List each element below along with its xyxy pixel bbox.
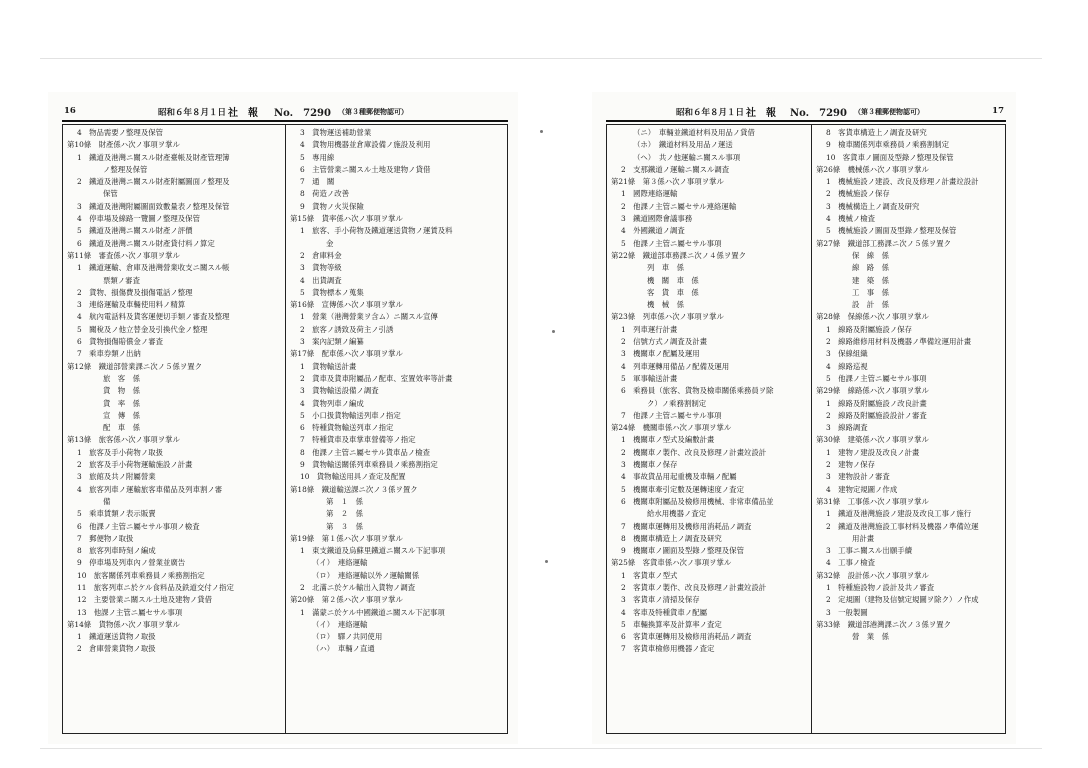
text-line: 3 旅館及共ノ附屬營業 — [77, 472, 156, 482]
text-line: 1 客貨車ノ型式 — [621, 570, 678, 580]
text-line: 4 停車場及線路一覽圖ノ整理及保管 — [77, 214, 200, 224]
text-line: 2 鐵道及港灣施設工事材料及機器ノ準備竝運 — [826, 521, 979, 531]
text-line: 1 鐵道及港灣ニ關スル財產臺帳及財產管理簿 — [77, 152, 230, 162]
text-line: 4 航內電話料及貨客運便切手類ノ審査及整理 — [77, 312, 230, 322]
text-line: 1 滿蒙ニ於ケル中國鐵道ニ關スル下記事項 — [300, 607, 445, 617]
text-line: 線 路 係 — [852, 263, 889, 273]
text-line: 3 工事ニ關スル出願手續 — [826, 546, 913, 556]
text-line: 第16條 宣傳係ハ次ノ事項ヲ掌ル — [290, 300, 403, 310]
text-line: 10 貨物輸送用具ノ查定及配置 — [300, 472, 406, 482]
text-line: （ヘ） 共ノ他運輸ニ關スル事項 — [633, 152, 741, 162]
text-line: 1 旅客及手小荷物ノ取扱 — [77, 447, 164, 457]
text-line: （ハ） 車輛ノ直通 — [312, 644, 375, 654]
text-line: 用計畫 — [852, 533, 875, 543]
text-line: 第23條 列車係ハ次ノ事項ヲ掌ル — [611, 312, 724, 322]
text-line: 客 貨 車 係 — [647, 287, 699, 297]
text-line: 2 機關車ノ製作、改良及修理ノ計畫竝設計 — [621, 447, 767, 457]
text-line: 5 乘車賃類ノ表示販賣 — [77, 509, 156, 519]
text-line: 1 東支鐵道及烏蘇里鐵道ニ關スル下記事項 — [300, 546, 446, 556]
text-line: 7 郵便物ノ取扱 — [77, 533, 134, 543]
text-line: 建 築 係 — [852, 275, 889, 285]
text-line: （ロ） 連絡運輸以外ノ運輸關係 — [312, 570, 420, 580]
text-line: 3 建物設計ノ審査 — [826, 472, 890, 482]
page-number: 17 — [992, 106, 1004, 116]
text-line: 第24條 機關車係ハ次ノ事項ヲ掌ル — [611, 423, 732, 433]
text-line: 設 計 係 — [852, 300, 889, 310]
text-line: 9 檢車關係列車乘務員ノ乘務割制定 — [826, 140, 949, 150]
text-line: 工 事 係 — [852, 287, 889, 297]
text-line: 第14條 貨物係ハ次ノ事項ヲ掌ル — [67, 619, 180, 629]
text-line: 9 貨物ノ火災保險 — [300, 201, 364, 211]
text-line: 給水用機器ノ査定 — [647, 509, 707, 519]
scan-bottom-edge — [40, 748, 1042, 749]
text-line: 4 貨物用機器並倉庫設備ノ施設及利用 — [300, 140, 431, 150]
text-line: 2 鐵道及港灣ニ關スル財產附屬圖面ノ整理及 — [77, 177, 230, 187]
text-line: 1 國際連絡運輸 — [621, 189, 678, 199]
text-line: 6 貨物損傷賠償金ノ審査 — [77, 337, 164, 347]
text-line: 12 主要營業ニ關スル土地及建物ノ貸借 — [77, 595, 213, 605]
text-line: 3 保線組織 — [826, 349, 868, 359]
text-line: 7 特種貨車及車掌車營備等ノ指定 — [300, 435, 416, 445]
text-line: 7 機關車運轉用及機修用消耗品ノ調査 — [621, 521, 752, 531]
text-line: 貨 率 係 — [103, 398, 140, 408]
text-line: 2 他課ノ主管ニ屬セサル連絡運輸 — [621, 201, 737, 211]
text-line: （イ） 連絡運輸 — [312, 558, 368, 568]
left-page — [48, 92, 518, 744]
text-line: 第25條 客貨車係ハ次ノ事項ヲ掌ル — [611, 558, 732, 568]
text-line: 3 機械構造上ノ調査及研究 — [826, 201, 920, 211]
text-line: 2 旅客ノ誘致及荷主ノ引誘 — [300, 324, 394, 334]
left-page-header — [62, 104, 508, 122]
text-line: 9 貨物輸送關係列車乘務員ノ乘務割指定 — [300, 460, 438, 470]
text-line: 5 專用線 — [300, 152, 335, 162]
text-line: 第18條 鐵道輸送課ニ次ノ３係ヲ置ク — [290, 484, 418, 494]
text-line: （ホ） 鐵道材料及用品ノ運送 — [633, 140, 733, 150]
text-line: 7 通 關 — [300, 177, 335, 187]
text-line: 3 一般製圖 — [826, 607, 868, 617]
text-line: 4 物品需要ノ整理及保管 — [77, 128, 164, 137]
text-line: 3 貨物等級 — [300, 263, 342, 273]
header-date: 昭和６年８月１日 — [158, 108, 227, 118]
text-line: 1 鐵道運輸、倉庫及港灣營業收支ニ關スル帳 — [77, 263, 230, 273]
text-line: 旅 客 係 — [103, 373, 140, 383]
text-line: 宣 傳 係 — [103, 410, 140, 420]
text-line: 8 旅客列車時刻ノ編成 — [77, 546, 156, 556]
text-line: 5 軍事輸送計畫 — [621, 373, 678, 383]
text-line: 9 停車場及列車內ノ營業並廣告 — [77, 558, 186, 568]
text-line: 第31條 工事係ハ次ノ事項ヲ掌ル — [816, 496, 929, 506]
text-line: 第32條 設計係ハ次ノ事項ヲ掌ル — [816, 570, 929, 580]
text-line: 4 列車運轉用備品ノ配備及運用 — [621, 361, 730, 371]
text-line: 2 倉庫料金 — [300, 250, 342, 260]
left-page-body — [62, 124, 508, 734]
text-line: 貨 物 係 — [103, 386, 140, 396]
header-number: No. 7290 — [790, 108, 847, 119]
header-date: 昭和６年８月１日 — [676, 108, 745, 118]
text-line: 1 旅客、手小荷物及鐵道運送貨物ノ運賃及料 — [300, 226, 453, 236]
text-line: 第 １ 係 — [326, 496, 363, 506]
text-line: 第19條 第１係ハ次ノ事項ヲ掌ル — [290, 533, 403, 543]
text-line: 第28條 保線係ハ次ノ事項ヲ掌ル — [816, 312, 929, 322]
text-line: 11 旅客列車ニ於ケル食料品及鉄道交付ノ指定 — [77, 582, 234, 592]
text-line: ク）ノ乘務割制定 — [647, 398, 707, 408]
text-line: 6 他課ノ主管ニ屬セサル事項ノ檢査 — [77, 521, 200, 531]
text-line: 1 建物ノ建設及改良ノ計畫 — [826, 447, 920, 457]
text-line: 第13條 旅客係ハ次ノ事項ヲ掌ル — [67, 435, 180, 445]
text-line: 3 貨物運送補助營業 — [300, 128, 372, 137]
text-line: 營 業 係 — [852, 632, 889, 642]
text-line: 保管 — [103, 189, 118, 199]
text-line: 1 特種施設物ノ設計及共ノ審査 — [826, 582, 935, 592]
text-line: 配 車 係 — [103, 423, 140, 433]
text-line: ノ整理及保管 — [103, 164, 148, 174]
text-line: 5 小口扱貨物輸送列車ノ指定 — [300, 410, 401, 420]
text-line: 8 客貨車構造上ノ調査及研究 — [826, 128, 927, 137]
text-line: 7 他課ノ主管ニ屬セサル事項 — [621, 410, 722, 420]
text-line: 2 信號方式ノ調査及計畫 — [621, 337, 708, 347]
text-line: 6 乘務員（旅客、貨物及檢車關係乘務員ヲ除 — [621, 386, 774, 396]
text-line: 6 特種貨物輸送列車ノ指定 — [300, 423, 394, 433]
text-line: 1 機械施設ノ建設、改良及修理ノ計畫竝設計 — [826, 177, 979, 187]
text-line: （ロ） 驛ノ共同使用 — [312, 632, 383, 642]
text-line: 2 旅客及手小荷物運輸施設ノ計畫 — [77, 460, 193, 470]
text-line: 第20條 第２係ハ次ノ事項ヲ掌ル — [290, 595, 403, 605]
text-line: 6 客貨車運轉用及檢修用消耗品ノ調査 — [621, 632, 752, 642]
text-line: 2 定規圖（建物及信號定規圖ヲ除ク）ノ作成 — [826, 595, 979, 605]
text-line: 2 貨物、損傷費及損傷電話ノ整理 — [77, 287, 193, 297]
text-line: 2 貨車及貨車附屬品ノ配車、室置效率等計畫 — [300, 373, 453, 383]
text-line: 4 工事ノ檢査 — [826, 558, 876, 568]
text-line: 票類ノ審査 — [103, 275, 140, 285]
text-line: 1 機關車ノ型式及編數計畫 — [621, 435, 715, 445]
text-line: 2 機械施設ノ保存 — [826, 189, 890, 199]
text-line: 第26條 機械係ハ次ノ事項ヲ掌ル — [816, 164, 929, 174]
text-line: 5 他課ノ主管ニ屬セサル事項 — [621, 238, 722, 248]
text-line: （イ） 連絡運輸 — [312, 619, 368, 629]
text-line: 8 他課ノ主管ニ屬セサル貨車品ノ檢查 — [300, 447, 430, 457]
text-line: 2 線路維修用材料及機器ノ準備竝運用計畫 — [826, 337, 972, 347]
page-number: 16 — [64, 106, 76, 116]
text-line: 8 荷造ノ改善 — [300, 189, 350, 199]
text-line: 5 他課ノ主管ニ屬セサル事項 — [826, 373, 927, 383]
text-line: 3 線路調査 — [826, 423, 868, 433]
header-number: No. 7290 — [274, 108, 331, 119]
text-line: 5 鐵道及港灣ニ關スル財產ノ評價 — [77, 226, 193, 236]
text-line: 第15條 貨率係ハ次ノ事項ヲ掌ル — [290, 214, 403, 224]
scan-top-edge — [40, 58, 1042, 59]
text-line: 機 械 係 — [647, 300, 684, 310]
text-line: 3 機關車ノ配屬及運用 — [621, 349, 700, 359]
text-line: 保 線 係 — [852, 250, 889, 260]
text-line: 2 北滿ニ於ケル輸出入貨物ノ調査 — [300, 582, 416, 592]
text-line: 8 機關車構造上ノ調査及研究 — [621, 533, 722, 543]
text-line: 第29條 線路係ハ次ノ事項ヲ掌ル — [816, 386, 929, 396]
text-line: （ニ） 車輛並鐵道材料及用品ノ貸借 — [633, 128, 755, 137]
text-line: 第12條 鐵道部營業課ニ次ノ５係ヲ置ク — [67, 361, 203, 371]
text-line: 6 鐵道及港灣ニ關スル財產貸付料ノ算定 — [77, 238, 215, 248]
text-line: 9 機關車ノ圖面及型錄ノ整理及保管 — [621, 546, 744, 556]
scan-dot — [540, 130, 543, 133]
text-line: 第10條 財產係ハ次ノ事項ヲ掌ル — [67, 140, 180, 150]
text-line: 4 旅客列車ノ運輸旅客車備品及列車割ノ審 — [77, 484, 223, 494]
text-line: 1 線路及附屬施設ノ保存 — [826, 324, 913, 334]
text-line: 3 貨物輸送設備ノ調査 — [300, 386, 379, 396]
text-line: 1 列車運行計畫 — [621, 324, 678, 334]
text-line: 3 案內記類ノ編纂 — [300, 337, 364, 347]
header-note: （第３種郵便物認可） — [854, 107, 924, 116]
text-line: 第11條 審査係ハ次ノ事項ヲ掌ル — [67, 250, 180, 260]
text-line: 5 機械施設ノ圖面及型錄ノ整理及保管 — [826, 226, 957, 236]
text-line: 第30條 建築係ハ次ノ事項ヲ掌ル — [816, 435, 929, 445]
text-line: 備 — [103, 496, 111, 506]
text-line: 3 客貨車ノ清掃及保存 — [621, 595, 700, 605]
text-line: 5 關稅及ノ他立替金及引換代金ノ整理 — [77, 324, 208, 334]
text-line: 3 連絡運輸及車輛使用料ノ精算 — [77, 300, 186, 310]
text-line: 4 建物定規圖ノ作成 — [826, 484, 898, 494]
text-line: 3 機關車ノ保存 — [621, 460, 678, 470]
text-line: 第21條 第３係ハ次ノ事項ヲ掌ル — [611, 177, 724, 187]
text-line: 第 ２ 係 — [326, 509, 363, 519]
text-line: 6 主管營業ニ關スル土地及建物ノ貸借 — [300, 164, 431, 174]
text-line: 4 貨物列車ノ編成 — [300, 398, 364, 408]
text-line: 機 關 車 係 — [647, 275, 699, 285]
text-line: 5 貨物標本ノ蒐集 — [300, 287, 364, 297]
text-line: 5 機關車牽引定數及運轉速度ノ査定 — [621, 484, 744, 494]
text-line: 6 機關車附屬品及檢修用機械、非常車備品並 — [621, 496, 774, 506]
text-line: 13 他課ノ主管ニ屬セサル事項 — [77, 607, 183, 617]
text-line: 2 線路及附屬施設設計ノ審査 — [826, 410, 927, 420]
text-line: 4 客車及特種貨車ノ配屬 — [621, 607, 708, 617]
text-line: 第17條 配車係ハ次ノ事項ヲ掌ル — [290, 349, 403, 359]
text-line: 4 線路巡視 — [826, 361, 868, 371]
right-page-header — [606, 104, 1006, 122]
text-line: 5 車輛換算率及計算率ノ査定 — [621, 619, 722, 629]
text-line: 4 外國鐵道ノ調査 — [621, 226, 685, 236]
text-line: 第22條 鐵道部車務課ニ次ノ４係ヲ置ク — [611, 250, 747, 260]
text-line: 4 出貨調査 — [300, 275, 342, 285]
text-line: 1 營業（港灣營業ヲ含ム）ニ關スル宣傳 — [300, 312, 438, 322]
right-column-1 — [607, 125, 811, 733]
text-line: 7 乘車券類ノ出納 — [77, 349, 141, 359]
header-title: 社 報 — [228, 108, 258, 119]
text-line: 7 客貨車檢修用機器ノ査定 — [621, 644, 715, 654]
text-line: 10 旅客關係列車乘務員ノ乘務割指定 — [77, 570, 205, 580]
right-page-body — [606, 124, 1006, 734]
right-page — [592, 92, 1016, 744]
text-line: 1 鐵道運送貨物ノ取扱 — [77, 632, 156, 642]
text-line: 金 — [326, 238, 334, 248]
text-line: 4 機械ノ檢査 — [826, 214, 876, 224]
text-line: 3 鐵道國際會議事務 — [621, 214, 693, 224]
text-line: 列 車 係 — [647, 263, 684, 273]
text-line: 3 鐵道及港灣附屬圖面致數量表ノ整理及保管 — [77, 201, 230, 211]
left-column-2 — [285, 125, 507, 733]
text-line: 2 客貨車ノ製作、改良及修理ノ計畫竝設計 — [621, 582, 767, 592]
left-column-1 — [63, 125, 285, 733]
text-line: 1 鐵道及港灣施設ノ建設及改良工事ノ施行 — [826, 509, 972, 519]
text-line: 2 支那鐵道ノ運輸ニ關スル調査 — [621, 164, 730, 174]
text-line: 2 倉庫營業貨物ノ取扱 — [77, 644, 156, 654]
scan-dot — [545, 560, 548, 563]
text-line: 4 事故貨品用起重機及車輛ノ配屬 — [621, 472, 737, 482]
scan-dot — [552, 330, 555, 333]
text-line: 1 線路及附屬施設ノ改良計畫 — [826, 398, 927, 408]
text-line: 10 客貨車ノ圖面及型錄ノ整理及保管 — [826, 152, 954, 162]
text-line: 2 建物ノ保存 — [826, 460, 876, 470]
text-line: 1 貨物輸送計畫 — [300, 361, 357, 371]
text-line: 第33條 鐵道部港灣課ニ次ノ３係ヲ置ク — [816, 619, 952, 629]
header-title: 社 報 — [746, 108, 776, 119]
header-note: （第３種郵便物認可） — [338, 107, 408, 116]
text-line: 第27條 鐵道部工務課ニ次ノ５係ヲ置ク — [816, 238, 952, 248]
right-column-2 — [811, 125, 1005, 733]
text-line: 第 ３ 係 — [326, 521, 363, 531]
